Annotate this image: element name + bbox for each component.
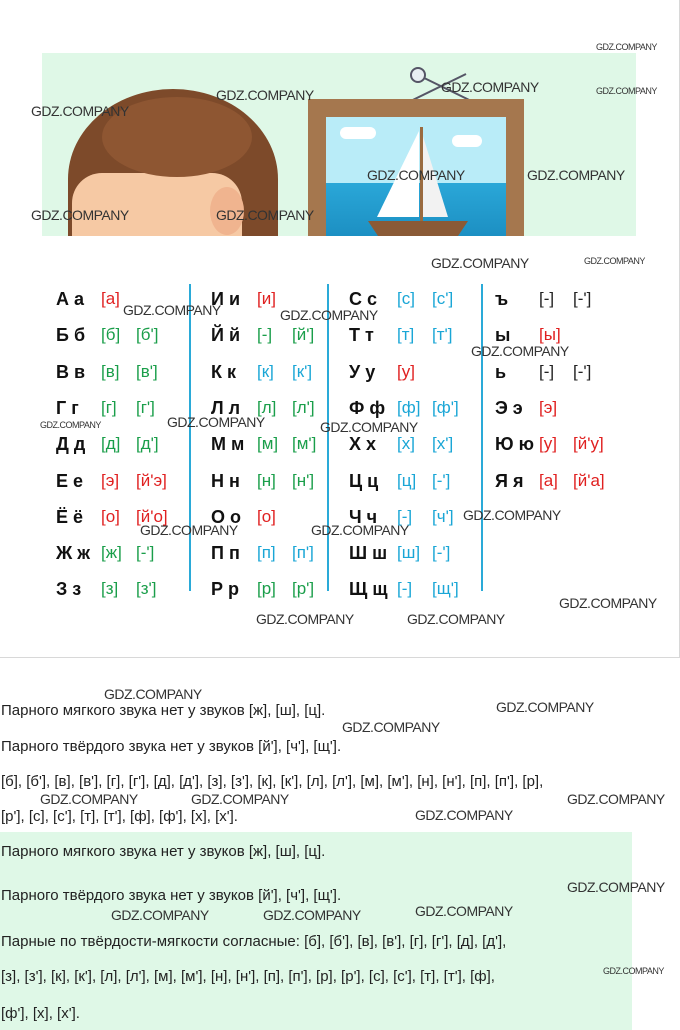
- watermark: GDZ.COMPANY: [31, 103, 129, 119]
- letter: С с: [349, 289, 378, 309]
- watermark: GDZ.COMPANY: [256, 611, 354, 627]
- watermark: GDZ.COMPANY: [31, 207, 129, 223]
- letter: К к: [211, 362, 236, 382]
- sound-transcription: [б]: [101, 325, 121, 344]
- watermark: GDZ.COMPANY: [140, 522, 238, 538]
- sound-transcription: [г]: [101, 398, 117, 417]
- letter: З з: [56, 579, 82, 599]
- sound-transcription: [т]: [397, 325, 415, 344]
- watermark: GDZ.COMPANY: [567, 791, 665, 807]
- watermark: GDZ.COMPANY: [441, 79, 539, 95]
- letter: Ё ё: [56, 507, 84, 527]
- sound-transcription: [а]: [539, 471, 558, 490]
- sound-transcription: [о]: [257, 507, 276, 526]
- sound-transcription: [р']: [292, 579, 315, 598]
- sound-transcription: [-']: [573, 289, 592, 308]
- watermark: GDZ.COMPANY: [342, 719, 440, 735]
- watermark: GDZ.COMPANY: [431, 255, 529, 271]
- sound-transcription: [э]: [539, 398, 558, 417]
- sound-transcription: [и]: [257, 289, 276, 308]
- sound-transcription: [н]: [257, 471, 276, 490]
- letter: И и: [211, 289, 241, 309]
- watermark: GDZ.COMPANY: [471, 343, 569, 359]
- column-divider: [189, 284, 191, 591]
- cloud-icon: [340, 127, 376, 139]
- letter: В в: [56, 362, 86, 382]
- sound-transcription: [щ']: [432, 579, 459, 598]
- sound-transcription: [б']: [136, 325, 159, 344]
- watermark: GDZ.COMPANY: [603, 966, 664, 976]
- letter: Ю ю: [495, 434, 534, 454]
- letter: Ч ч: [349, 507, 378, 527]
- sound-transcription: [ш]: [397, 543, 421, 562]
- answer-line: [ф'], [х], [х'].: [1, 1005, 80, 1022]
- sound-transcription: [о]: [101, 507, 120, 526]
- watermark: GDZ.COMPANY: [584, 256, 645, 266]
- letter: П п: [211, 543, 240, 563]
- letter: М м: [211, 434, 245, 454]
- watermark: GDZ.COMPANY: [123, 302, 221, 318]
- watermark: GDZ.COMPANY: [567, 879, 665, 895]
- watermark: GDZ.COMPANY: [415, 903, 513, 919]
- letter: Я я: [495, 471, 524, 491]
- sound-transcription: [-']: [136, 543, 155, 562]
- sound-transcription: [й']: [292, 325, 315, 344]
- answer-panel: [0, 832, 632, 1030]
- sound-transcription: [э]: [101, 471, 120, 490]
- letter: Х х: [349, 434, 377, 454]
- sound-transcription: [й'о]: [136, 507, 168, 526]
- sound-transcription: [-]: [397, 507, 413, 526]
- sound-transcription: [-]: [539, 362, 555, 381]
- letter: Б б: [56, 325, 86, 345]
- watermark: GDZ.COMPANY: [263, 907, 361, 923]
- sound-transcription: [ы]: [539, 325, 561, 344]
- sound-transcription: [ж]: [101, 543, 122, 562]
- text-line: [р'], [с], [с'], [т], [т'], [ф], [ф'], [х], [х'].: [1, 808, 238, 825]
- sound-transcription: [а]: [101, 289, 120, 308]
- column-divider: [481, 284, 483, 591]
- sound-transcription: [л]: [257, 398, 277, 417]
- answer-line: Парного твёрдого звука нет у звуков [й'], [ч'], [щ'].: [1, 887, 342, 904]
- letter: Ш ш: [349, 543, 388, 563]
- sound-transcription: [д']: [136, 434, 159, 453]
- sound-transcription: [д]: [101, 434, 121, 453]
- sound-transcription: [м]: [257, 434, 279, 453]
- letter: Й й: [211, 325, 241, 345]
- sailboat-hull: [368, 221, 468, 236]
- sound-transcription: [р]: [257, 579, 276, 598]
- letter: У у: [349, 362, 376, 382]
- watermark: GDZ.COMPANY: [104, 686, 202, 702]
- text-line: Парного твёрдого звука нет у звуков [й'], [ч'], [щ'].: [1, 738, 342, 755]
- watermark: GDZ.COMPANY: [596, 42, 657, 52]
- letter: ь: [495, 362, 507, 382]
- letter: Р р: [211, 579, 240, 599]
- watermark: GDZ.COMPANY: [415, 807, 513, 823]
- sound-transcription: [-]: [257, 325, 273, 344]
- watermark: GDZ.COMPANY: [407, 611, 505, 627]
- watermark: GDZ.COMPANY: [320, 419, 418, 435]
- text-line: [б], [б'], [в], [в'], [г], [г'], [д], [д'], [з], [з'], [к], [к'], [л], [л'], [м], [м'], [н], [н'], [п], [п'], [р],: [1, 773, 544, 790]
- sound-transcription: [з]: [101, 579, 119, 598]
- cloud-icon: [452, 135, 482, 147]
- letter: Г г: [56, 398, 79, 418]
- letter: Э э: [495, 398, 523, 418]
- watermark: GDZ.COMPANY: [191, 791, 289, 807]
- watermark: GDZ.COMPANY: [216, 207, 314, 223]
- watermark: GDZ.COMPANY: [111, 907, 209, 923]
- sound-transcription: [п]: [257, 543, 276, 562]
- sound-transcription: [л']: [292, 398, 315, 417]
- sound-transcription: [п']: [292, 543, 314, 562]
- sound-transcription: [ф']: [432, 398, 459, 417]
- watermark: GDZ.COMPANY: [496, 699, 594, 715]
- sound-transcription: [й'э]: [136, 471, 167, 490]
- letter: Ж ж: [56, 543, 91, 563]
- illustration-banner: [42, 53, 636, 236]
- sound-transcription: [х]: [397, 434, 415, 453]
- sound-transcription: [в]: [101, 362, 120, 381]
- picture-nail-icon: [410, 67, 426, 83]
- letter: Щ щ: [349, 579, 388, 599]
- sound-transcription: [ф]: [397, 398, 421, 417]
- letter: Ф ф: [349, 398, 386, 418]
- sound-transcription: [-]: [539, 289, 555, 308]
- answer-line: Парного мягкого звука нет у звуков [ж], [ш], [ц].: [1, 843, 326, 860]
- sound-transcription: [-]: [397, 579, 413, 598]
- letter: ъ: [495, 289, 509, 309]
- sound-transcription: [к]: [257, 362, 274, 381]
- letter: О о: [211, 507, 241, 527]
- watermark: GDZ.COMPANY: [167, 414, 265, 430]
- sound-transcription: [у]: [397, 362, 415, 381]
- watermark: GDZ.COMPANY: [216, 87, 314, 103]
- watermark: GDZ.COMPANY: [527, 167, 625, 183]
- sound-transcription: [-']: [432, 543, 451, 562]
- watermark: GDZ.COMPANY: [311, 522, 409, 538]
- letter: Н н: [211, 471, 240, 491]
- answer-line: Парные по твёрдости-мягкости согласные: [б], [б'], [в], [в'], [г], [г'], [д], [д'],: [1, 933, 507, 950]
- letter: Ц ц: [349, 471, 379, 491]
- watermark: GDZ.COMPANY: [367, 167, 465, 183]
- sound-transcription: [х']: [432, 434, 454, 453]
- sound-transcription: [й'у]: [573, 434, 604, 453]
- sound-transcription: [в']: [136, 362, 158, 381]
- letter: Т т: [349, 325, 374, 345]
- watermark: GDZ.COMPANY: [596, 86, 657, 96]
- sound-transcription: [т']: [432, 325, 453, 344]
- letter: ы: [495, 325, 511, 345]
- column-divider: [327, 284, 329, 591]
- sound-transcription: [з']: [136, 579, 157, 598]
- sound-transcription: [-']: [432, 471, 451, 490]
- sound-transcription: [й'а]: [573, 471, 605, 490]
- sound-transcription: [ц]: [397, 471, 417, 490]
- watermark: GDZ.COMPANY: [559, 595, 657, 611]
- text-line: Парного мягкого звука нет у звуков [ж], [ш], [ц].: [1, 702, 326, 719]
- letter: Л л: [211, 398, 241, 418]
- sound-transcription: [м']: [292, 434, 317, 453]
- answer-line: [з], [з'], [к], [к'], [л], [л'], [м], [м'], [н], [н'], [п], [п'], [р], [р'], [с], [с'], [т], [т'], [ф],: [1, 968, 495, 985]
- sound-transcription: [н']: [292, 471, 315, 490]
- sound-transcription: [-']: [573, 362, 592, 381]
- sound-transcription: [с]: [397, 289, 415, 308]
- sound-transcription: [с']: [432, 289, 454, 308]
- sound-transcription: [г']: [136, 398, 155, 417]
- sound-transcription: [у]: [539, 434, 557, 453]
- sound-transcription: [ч']: [432, 507, 454, 526]
- letter: Д д: [56, 434, 86, 454]
- watermark: GDZ.COMPANY: [280, 307, 378, 323]
- watermark: GDZ.COMPANY: [463, 507, 561, 523]
- letter: Е е: [56, 471, 84, 491]
- sound-transcription: [к']: [292, 362, 313, 381]
- watermark: GDZ.COMPANY: [40, 420, 101, 430]
- watermark: GDZ.COMPANY: [40, 791, 138, 807]
- letter: А а: [56, 289, 85, 309]
